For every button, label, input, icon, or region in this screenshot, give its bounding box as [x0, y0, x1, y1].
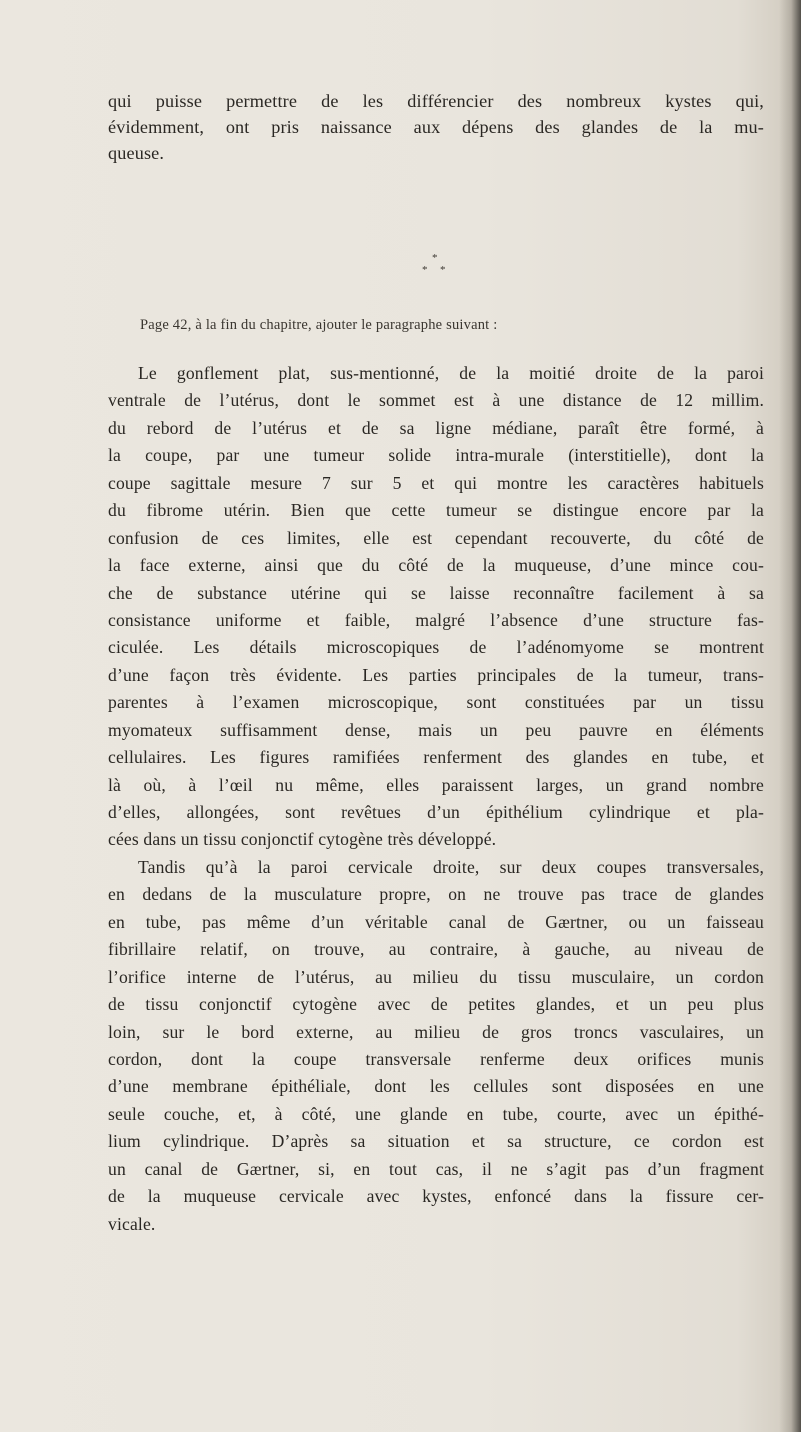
body-line: d’une membrane épithéliale, dont les cellules sont disposées en une — [108, 1076, 764, 1097]
body-line: de la muqueuse cervicale avec kystes, enfoncé dans la fissure cer- — [108, 1186, 764, 1207]
body-line: un canal de Gærtner, si, en tout cas, il ne s’agit pas d’un fragment — [108, 1158, 764, 1179]
intro-line: queuse. — [108, 143, 165, 163]
body-line: l’orifice interne de l’utérus, au milieu du tissu musculaire, un cordon — [108, 966, 764, 987]
body-line: lium cylindrique. D’après sa situation et sa structure, ce cordon est — [108, 1131, 764, 1152]
body-line: fibrillaire relatif, on trouve, au contraire, à gauche, au niveau de — [108, 939, 764, 960]
body-line: Le gonflement plat, sus-mentionné, de la moitié droite de la paroi — [138, 363, 764, 383]
body-line: confusion de ces limites, elle est cependant recouverte, du côté de — [108, 527, 764, 548]
page-edge-shadow — [779, 0, 801, 1432]
body-line: Tandis qu’à la paroi cervicale droite, sur deux coupes transversales, — [138, 856, 764, 877]
body-line: du rebord de l’utérus et de sa ligne médiane, paraît être formé, à — [108, 417, 764, 438]
body-line: en dedans de la musculature propre, on ne trouve pas trace de glandes — [108, 884, 764, 905]
body-line: là où, à l’œil nu même, elles paraissent larges, un grand nombre — [108, 774, 764, 795]
body-line: d’une façon très évidente. Les parties principales de la tumeur, trans- — [108, 664, 764, 685]
body-line: coupe sagittale mesure 7 sur 5 et qui montre les caractères habituels — [108, 472, 764, 493]
editorial-instruction: Page 42, à la fin du chapitre, ajouter le paragraphe suivant : — [140, 317, 498, 333]
separator-star: * — [422, 264, 428, 276]
body-line: de tissu conjonctif cytogène avec de petites glandes, et un peu plus — [108, 994, 764, 1015]
body-paragraphs — [108, 360, 764, 1238]
body-line: ciculée. Les détails microscopiques de l’adénomyome se montrent — [108, 637, 764, 658]
asterism-separator — [418, 252, 458, 288]
body-line: d’elles, allongées, sont revêtues d’un épithélium cylindrique et pla- — [108, 802, 764, 822]
body-line: loin, sur le bord externe, au milieu de gros troncs vasculaires, un — [108, 1021, 764, 1042]
body-line: du fibrome utérin. Bien que cette tumeur se distingue encore par la — [108, 500, 764, 521]
body-line: seule couche, et, à côté, une glande en tube, courte, avec un épithé- — [108, 1103, 764, 1124]
separator-star: * — [432, 252, 438, 264]
intro-line: évidemment, ont pris naissance aux dépens des glandes de la mu- — [108, 117, 764, 137]
body-line: che de substance utérine qui se laisse reconnaître facilement à sa — [108, 582, 764, 603]
body-line: en tube, pas même d’un véritable canal de Gærtner, ou un faisseau — [108, 911, 764, 932]
body-line: la face externe, ainsi que du côté de la muqueuse, d’une mince cou- — [108, 555, 764, 576]
intro-line: qui puisse permettre de les différencier des nombreux kystes qui, — [108, 91, 764, 111]
body-line: la coupe, par une tumeur solide intra-murale (interstitielle), dont la — [108, 445, 764, 466]
intro-paragraph — [108, 88, 764, 166]
body-line: cellulaires. Les figures ramifiées renferment des glandes en tube, et — [108, 747, 764, 768]
body-line: cordon, dont la coupe transversale renferme deux orifices munis — [108, 1048, 764, 1069]
body-line: vicale. — [108, 1213, 156, 1234]
body-line: parentes à l’examen microscopique, sont constituées par un tissu — [108, 692, 764, 713]
body-line: cées dans un tissu conjonctif cytogène très développé. — [108, 829, 497, 850]
body-line: myomateux suffisamment dense, mais un peu pauvre en éléments — [108, 719, 764, 740]
body-line: consistance uniforme et faible, malgré l’absence d’une structure fas- — [108, 609, 764, 630]
separator-star: * — [440, 264, 446, 276]
body-line: ventrale de l’utérus, dont le sommet est à une distance de 12 millim. — [108, 390, 764, 411]
